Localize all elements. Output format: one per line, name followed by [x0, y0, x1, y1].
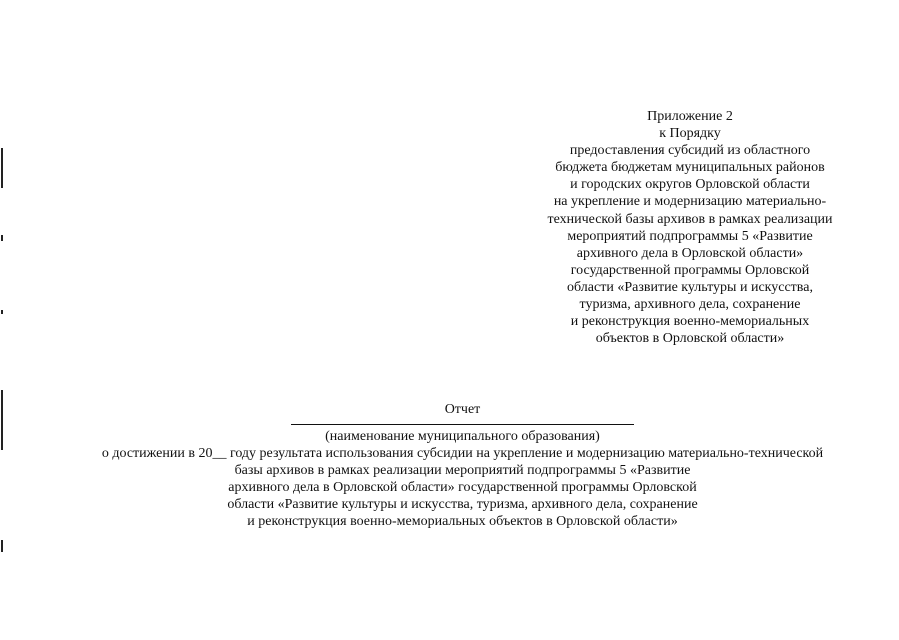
municipality-caption: (наименование муниципального образования)	[325, 429, 600, 444]
appendix-line: технической базы архивов в рамках реализации	[547, 211, 833, 227]
report-title: Отчет	[444, 402, 481, 417]
appendix-line: мероприятий подпрограммы 5 «Развитие	[567, 228, 813, 244]
appendix-line: предоставления субсидий из областного	[569, 143, 811, 159]
report-body-line: и реконструкция военно-мемориальных объектов в Орловской области»	[247, 514, 678, 529]
appendix-line: архивного дела в Орловской области»	[576, 245, 804, 261]
report-body-line: базы архивов в рамках реализации мероприятий подпрограммы 5 «Развитие	[234, 463, 691, 478]
appendix-line: бюджета бюджетам муниципальных районов	[555, 160, 825, 176]
report-body-line: о достижении в 20__ году результата использования субсидии на укрепление и модернизацию материально-технической	[101, 446, 824, 461]
appendix-line: туризма, архивного дела, сохранение	[579, 297, 801, 313]
scan-edge-marks	[0, 140, 4, 610]
report-body-line: архивного дела в Орловской области» государственной программы Орловской	[228, 480, 697, 495]
appendix-line: области «Развитие культуры и искусства,	[567, 279, 813, 295]
appendix-line: к Порядку	[659, 126, 721, 142]
report-body-line: области «Развитие культуры и искусства, туризма, архивного дела, сохранение	[227, 497, 698, 512]
appendix-line: государственной программы Орловской	[570, 262, 810, 278]
appendix-line: и реконструкция военно-мемориальных	[570, 314, 810, 330]
appendix-line: и городских округов Орловской области	[570, 177, 810, 193]
municipality-name-line	[291, 424, 634, 425]
report-body	[40, 445, 885, 530]
appendix-block	[525, 108, 855, 347]
appendix-line: на укрепление и модернизацию материально-	[553, 194, 827, 210]
report-block	[40, 401, 885, 530]
appendix-line: Приложение 2	[647, 109, 733, 124]
appendix-line: объектов в Орловской области»	[595, 331, 785, 347]
